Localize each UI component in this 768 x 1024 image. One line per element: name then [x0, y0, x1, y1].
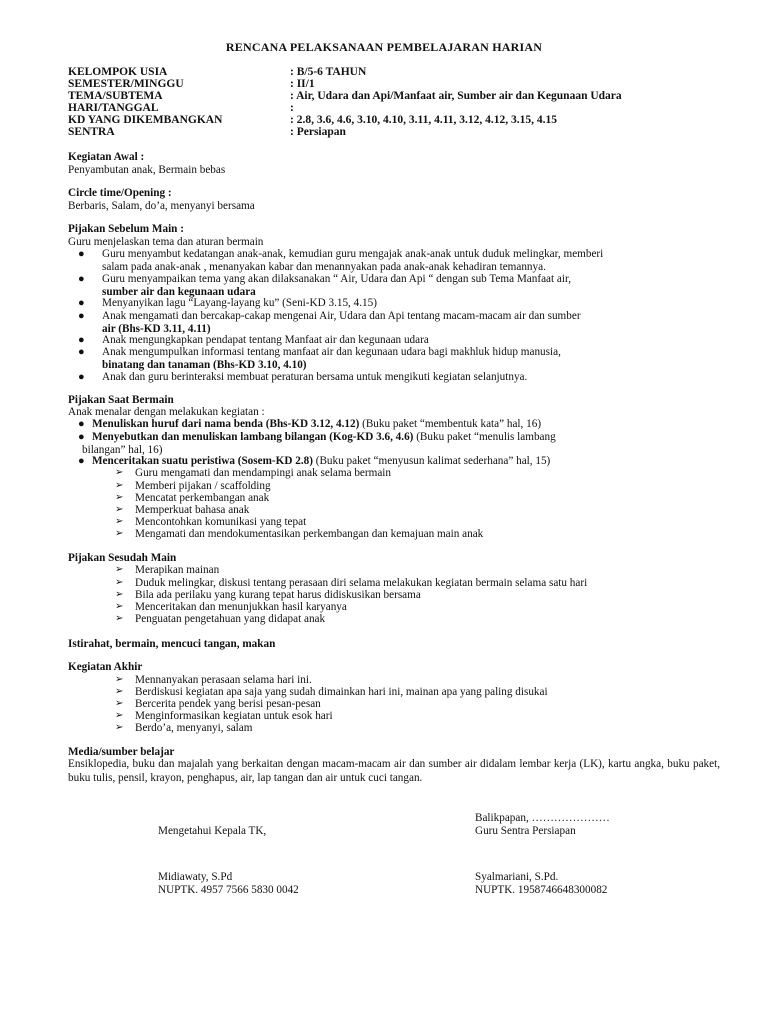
- arrow-bullet-icon: ➢: [115, 528, 124, 539]
- list-item: [102, 346, 722, 371]
- list-item: Menceritakan dan menunjukkan hasil karyanya: [135, 601, 347, 613]
- list-item: Duduk melingkar, diskusi tentang perasaan diri selama melakukan kegiatan bermain selama satu hari: [135, 577, 588, 589]
- activity-reference: (Buku paket “menyusun kalimat sederhana” hal, 15): [312, 455, 551, 467]
- list-item-line: Anak mengamati dan bercakap-cakap mengenai Air, Udara dan Api tentang macam-macam air dan sumber: [102, 310, 581, 322]
- left-role: Mengetahui Kepala TK,: [158, 825, 267, 837]
- list-item: Mencontohkan komunikasi yang tepat: [135, 516, 307, 528]
- bullet-icon: ●: [78, 418, 85, 430]
- list-item: [102, 297, 722, 310]
- place-date: Balikpapan, …………………: [475, 812, 610, 824]
- bullet-icon: ●: [78, 248, 85, 260]
- list-item: Berdiskusi kegiatan apa saja yang sudah dimainkan hari ini, mainan apa yang paling disukai: [135, 686, 548, 698]
- meta-label: TEMA/SUBTEMA: [68, 90, 163, 102]
- list-item: [92, 455, 712, 468]
- left-name: Midiawaty, S.Pd: [158, 871, 233, 883]
- list-item: Mencatat perkembangan anak: [135, 492, 270, 504]
- bullet-icon: ●: [78, 297, 85, 309]
- list-item: [102, 248, 722, 273]
- section-heading: Pijakan Sebelum Main :: [68, 223, 184, 235]
- list-item: Memberi pijakan / scaffolding: [135, 480, 271, 492]
- activity-title: Menuliskan huruf dari nama benda (Bhs-KD 3.12, 4.12): [92, 418, 360, 430]
- section-text: Berbaris, Salam, do’a, menyanyi bersama: [68, 200, 255, 212]
- activity-reference: (Buku paket “menulis lambang: [413, 431, 556, 443]
- arrow-bullet-icon: ➢: [115, 467, 124, 478]
- activity-reference: (Buku paket “membentuk kata” hal, 16): [359, 418, 542, 430]
- activity-title: Menceritakan suatu peristiwa (Sosem-KD 2.8): [92, 455, 313, 467]
- section-heading: Kegiatan Akhir: [68, 661, 143, 673]
- bullet-icon: ●: [78, 273, 85, 285]
- arrow-bullet-icon: ➢: [115, 480, 124, 491]
- section-heading: Kegiatan Awal :: [68, 151, 145, 163]
- list-item: [102, 273, 722, 298]
- list-item: Mennanyakan perasaan selama hari ini.: [135, 674, 312, 686]
- list-item-line: Anak mengumpulkan informasi tentang manfaat air dan kegunaan udara bagi makhluk hidup manusia,: [102, 346, 561, 358]
- list-item: Guru mengamati dan mendampingi anak selama bermain: [135, 467, 391, 479]
- section-heading: Media/sumber belajar: [68, 746, 175, 758]
- section-heading: Circle time/Opening :: [68, 187, 172, 199]
- list-item: Penguatan pengetahuan yang didapat anak: [135, 613, 326, 625]
- arrow-bullet-icon: ➢: [115, 504, 124, 515]
- list-item-line: Guru menyampaikan tema yang akan dilaksanakan “ Air, Udara dan Api “ dengan sub Tema Manfaat air,: [102, 273, 572, 285]
- arrow-bullet-icon: ➢: [115, 698, 124, 709]
- activity-reference-cont: bilangan” hal, 16): [82, 443, 163, 456]
- list-item: Bercerita pendek yang berisi pesan-pesan: [135, 698, 321, 710]
- meta-label: SEMESTER/MINGGU: [68, 78, 184, 90]
- right-nuptk: NUPTK. 1958746648300082: [475, 884, 608, 896]
- list-item-line: Anak dan guru berinteraksi membuat peraturan bersama untuk mengikuti kegiatan selanjutnya.: [102, 371, 528, 383]
- section-heading: Pijakan Sesudah Main: [68, 552, 177, 564]
- list-item: [102, 371, 722, 384]
- bullet-icon: ●: [78, 346, 85, 358]
- left-nuptk: NUPTK. 4957 7566 5830 0042: [158, 884, 299, 896]
- list-item-line: Menyanyikan lagu “Layang-layang ku” (Seni-KD 3.15, 4.15): [102, 297, 377, 309]
- section-heading: Pijakan Saat Bermain: [68, 394, 174, 406]
- meta-value: : B/5-6 TAHUN: [290, 66, 367, 78]
- list-item: [92, 418, 712, 431]
- bullet-icon: ●: [78, 431, 85, 443]
- arrow-bullet-icon: ➢: [115, 686, 124, 697]
- right-role: Guru Sentra Persiapan: [475, 825, 576, 837]
- list-item: Berdo’a, menyanyi, salam: [135, 722, 253, 734]
- arrow-bullet-icon: ➢: [115, 492, 124, 503]
- bullet-icon: ●: [78, 455, 85, 467]
- arrow-bullet-icon: ➢: [115, 577, 124, 588]
- list-item-line: Anak mengungkapkan pendapat tentang Manfaat air dan kegunaan udara: [102, 334, 429, 346]
- arrow-bullet-icon: ➢: [115, 674, 124, 685]
- meta-label: HARI/TANGGAL: [68, 102, 159, 114]
- arrow-bullet-icon: ➢: [115, 722, 124, 733]
- section-text: Ensiklopedia, buku dan majalah yang berkaitan dengan macam-macam air dan sumber air didalam lembar kerja (LK), kartu angka, buku paket, buku tulis, pensil, krayon, penghapus, air, lap tangan dan air untuk cuci tangan.: [68, 758, 720, 784]
- bullet-icon: ●: [78, 371, 85, 383]
- meta-label: KD YANG DIKEMBANGKAN: [68, 114, 223, 126]
- meta-value: :: [290, 102, 294, 114]
- arrow-bullet-icon: ➢: [115, 516, 124, 527]
- section-text: Penyambutan anak, Bermain bebas: [68, 164, 226, 176]
- bullet-icon: ●: [78, 310, 85, 322]
- list-item-line: binatang dan tanaman (Bhs-KD 3.10, 4.10): [102, 358, 307, 371]
- arrow-bullet-icon: ➢: [115, 613, 124, 624]
- list-item-line: sumber air dan kegunaan udara: [102, 285, 256, 298]
- list-item-line: salam pada anak-anak , menanyakan kabar dan menannyakan pada anak-anak kehadiran temannya.: [102, 260, 546, 273]
- list-item-line: air (Bhs-KD 3.11, 4.11): [102, 322, 211, 335]
- list-item: Bila ada perilaku yang kurang tepat harus didiskusikan bersama: [135, 589, 421, 601]
- activity-title: Menyebutkan dan menuliskan lambang bilangan (Kog-KD 3.6, 4.6): [92, 431, 414, 443]
- section-intro: Anak menalar dengan melakukan kegiatan :: [68, 406, 265, 418]
- meta-value: : Persiapan: [290, 126, 346, 138]
- meta-label: KELOMPOK USIA: [68, 66, 168, 78]
- list-item: [82, 431, 712, 456]
- bullet-icon: ●: [78, 334, 85, 346]
- list-item-line: Guru menyambut kedatangan anak-anak, kemudian guru mengajak anak-anak untuk duduk melingkar, memberi: [102, 248, 604, 260]
- document-title: RENCANA PELAKSANAAN PEMBELAJARAN HARIAN: [225, 40, 543, 54]
- list-item: [102, 334, 722, 347]
- right-name: Syalmariani, S.Pd.: [475, 871, 559, 883]
- section-intro: Guru menjelaskan tema dan aturan bermain: [68, 236, 264, 248]
- list-item: Menginformasikan kegiatan untuk esok hari: [135, 710, 333, 722]
- list-item: Memperkuat bahasa anak: [135, 504, 250, 516]
- list-item: Merapikan mainan: [135, 564, 220, 576]
- meta-value: : Air, Udara dan Api/Manfaat air, Sumber air dan Kegunaan Udara: [290, 90, 622, 102]
- section-heading: Istirahat, bermain, mencuci tangan, makan: [68, 638, 276, 650]
- list-item: [102, 310, 722, 335]
- arrow-bullet-icon: ➢: [115, 589, 124, 600]
- arrow-bullet-icon: ➢: [115, 564, 124, 575]
- arrow-bullet-icon: ➢: [115, 601, 124, 612]
- meta-value: : II/1: [290, 78, 315, 90]
- meta-label: SENTRA: [68, 126, 115, 138]
- meta-value: : 2.8, 3.6, 4.6, 3.10, 4.10, 3.11, 4.11, 3.12, 4.12, 3.15, 4.15: [290, 114, 558, 126]
- arrow-bullet-icon: ➢: [115, 710, 124, 721]
- list-item: Mengamati dan mendokumentasikan perkembangan dan kemajuan main anak: [135, 528, 484, 540]
